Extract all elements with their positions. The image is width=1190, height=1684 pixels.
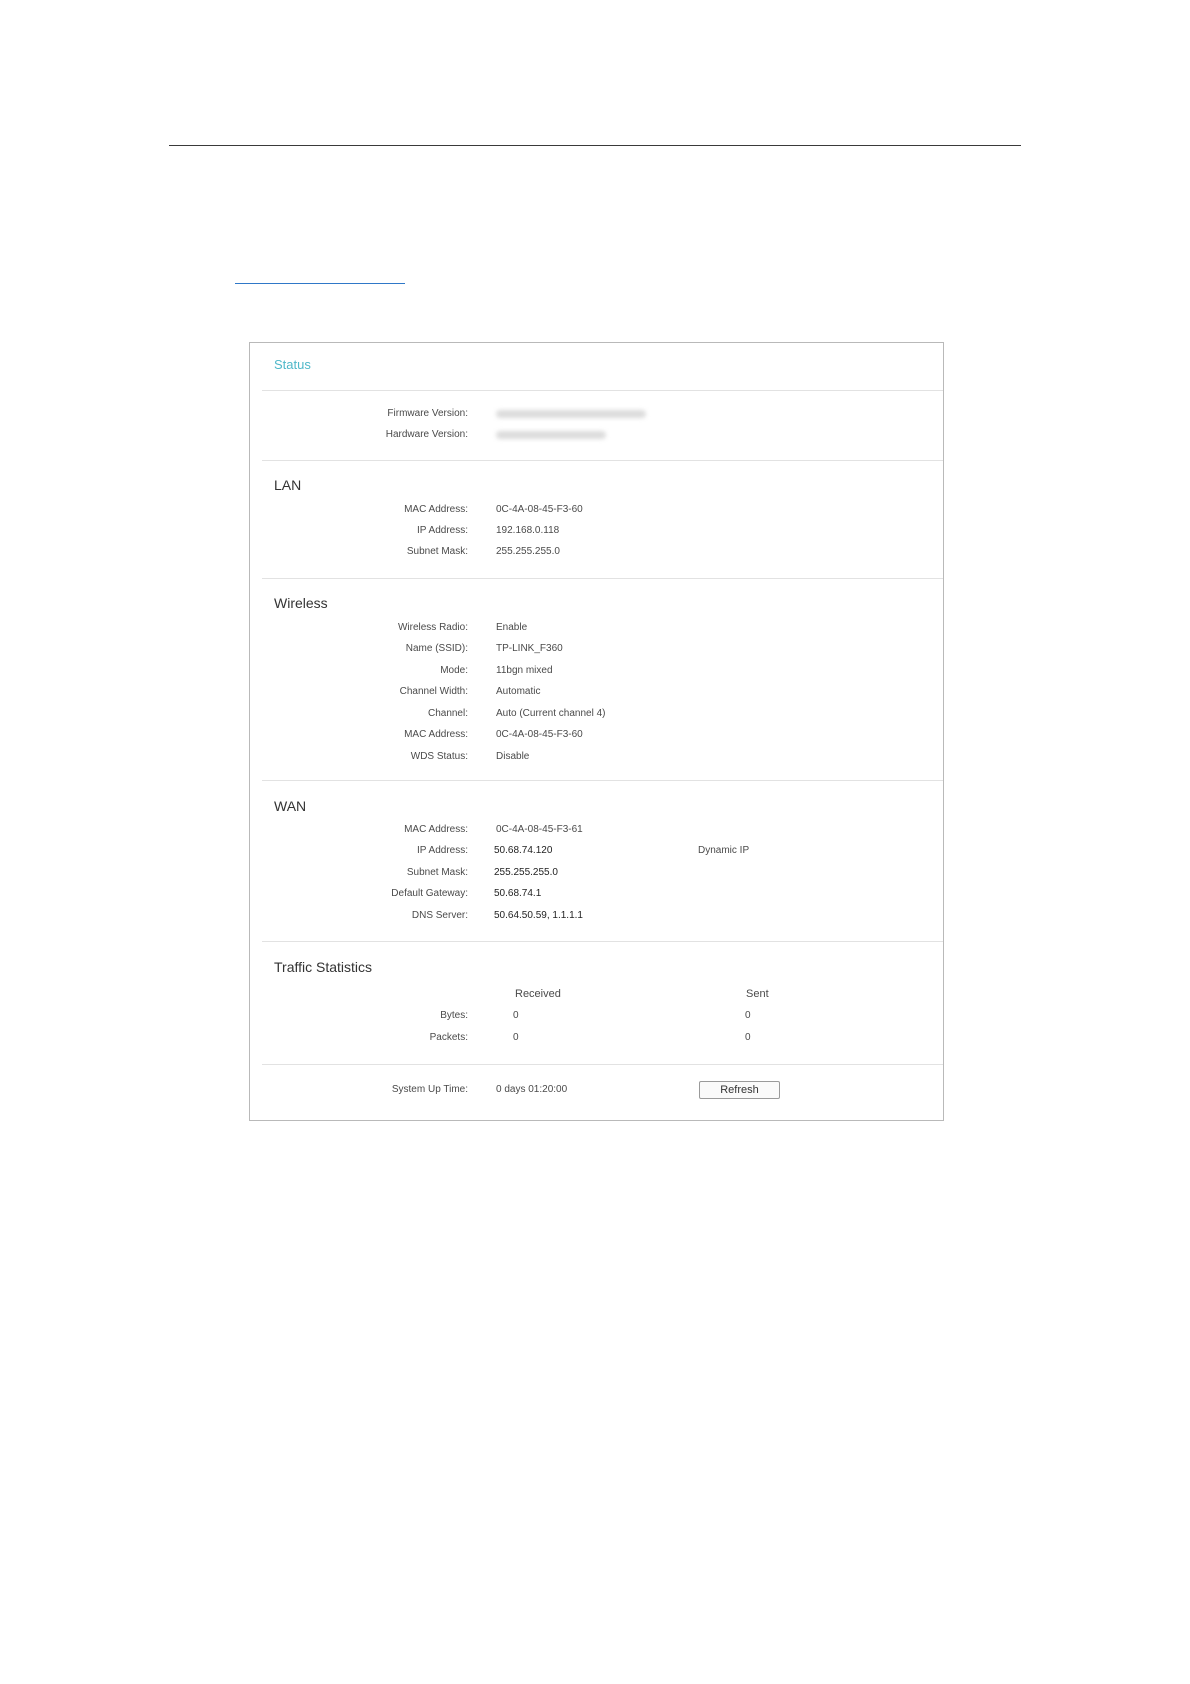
uptime-label: System Up Time: — [391, 1084, 468, 1095]
wan-subnet-label: Subnet Mask: — [406, 867, 468, 878]
lan-subnet-label: Subnet Mask: — [406, 546, 468, 557]
wireless-channel-label: Channel: — [427, 708, 468, 719]
wireless-row — [250, 663, 943, 679]
traffic-col-sent: Sent — [746, 988, 769, 1000]
wan-row — [250, 886, 943, 902]
wireless-ssid-label: Name (SSID): — [405, 643, 468, 654]
lan-ip-label: IP Address: — [417, 525, 468, 536]
wireless-mac-label: MAC Address: — [404, 729, 468, 740]
wireless-width-label: Channel Width: — [399, 686, 468, 697]
wan-subnet-value: 255.255.255.0 — [494, 867, 558, 878]
lan-subnet-value: 255.255.255.0 — [496, 546, 560, 557]
wan-gateway-value: 50.68.74.1 — [494, 888, 542, 899]
wireless-ssid-value: TP-LINK_F360 — [496, 643, 563, 654]
wan-row — [250, 822, 943, 838]
wan-dns-label: DNS Server: — [411, 910, 468, 921]
divider — [262, 460, 943, 461]
traffic-packets-label: Packets: — [429, 1032, 468, 1043]
divider — [262, 578, 943, 579]
page-header-rule — [169, 145, 1021, 146]
wireless-wds-label: WDS Status: — [410, 751, 468, 762]
refresh-button[interactable]: Refresh — [699, 1081, 780, 1099]
uptime-row — [250, 1082, 943, 1098]
hardware-row — [250, 427, 943, 443]
wireless-row — [250, 641, 943, 657]
hardware-value-redacted — [496, 431, 606, 439]
wireless-radio-value: Enable — [496, 622, 528, 633]
wan-row — [250, 908, 943, 924]
wireless-radio-label: Wireless Radio: — [397, 622, 468, 633]
link-underline — [235, 283, 405, 284]
firmware-label: Firmware Version: — [387, 408, 468, 419]
lan-row — [250, 544, 943, 560]
traffic-row — [250, 1008, 943, 1024]
wireless-row — [250, 727, 943, 743]
divider — [262, 390, 943, 391]
traffic-bytes-label: Bytes: — [440, 1010, 468, 1021]
divider — [262, 780, 943, 781]
wireless-row — [250, 749, 943, 765]
lan-row — [250, 502, 943, 518]
lan-row — [250, 523, 943, 539]
traffic-packets-sent: 0 — [745, 1032, 751, 1043]
wan-ip-value: 50.68.74.120 — [494, 845, 553, 856]
traffic-col-received: Received — [515, 988, 561, 1000]
traffic-packets-received: 0 — [513, 1032, 519, 1043]
traffic-bytes-sent: 0 — [745, 1010, 751, 1021]
wireless-row — [250, 706, 943, 722]
firmware-value-redacted — [496, 410, 646, 418]
wireless-wds-value: Disable — [496, 751, 530, 762]
traffic-title: Traffic Statistics — [274, 959, 373, 975]
wan-mac-value: 0C-4A-08-45-F3-61 — [496, 824, 583, 835]
divider — [262, 1064, 943, 1065]
wireless-row — [250, 620, 943, 636]
panel-title: Status — [274, 357, 311, 372]
lan-mac-label: MAC Address: — [404, 504, 468, 515]
wireless-row — [250, 684, 943, 700]
hardware-label: Hardware Version: — [385, 429, 468, 440]
wan-row — [250, 865, 943, 881]
wireless-title: Wireless — [274, 595, 328, 611]
lan-title: LAN — [274, 477, 302, 493]
wan-connection-type: Dynamic IP — [698, 845, 750, 856]
wan-row — [250, 843, 943, 859]
divider — [262, 941, 943, 942]
lan-ip-value: 192.168.0.118 — [496, 525, 560, 536]
traffic-row — [250, 1030, 943, 1046]
wireless-mode-label: Mode: — [440, 665, 468, 676]
wan-ip-label: IP Address: — [417, 845, 468, 856]
wan-title: WAN — [274, 798, 307, 814]
wan-mac-label: MAC Address: — [404, 824, 468, 835]
wan-dns-value: 50.64.50.59, 1.1.1.1 — [494, 910, 583, 921]
wireless-mode-value: 11bgn mixed — [496, 665, 553, 676]
firmware-row — [250, 406, 943, 422]
wireless-mac-value: 0C-4A-08-45-F3-60 — [496, 729, 583, 740]
lan-mac-value: 0C-4A-08-45-F3-60 — [496, 504, 583, 515]
wireless-channel-value: Auto (Current channel 4) — [496, 708, 606, 719]
wireless-width-value: Automatic — [496, 686, 541, 697]
uptime-value: 0 days 01:20:00 — [496, 1084, 568, 1095]
status-panel — [249, 342, 944, 1121]
traffic-bytes-received: 0 — [513, 1010, 519, 1021]
wan-gateway-label: Default Gateway: — [391, 888, 468, 899]
